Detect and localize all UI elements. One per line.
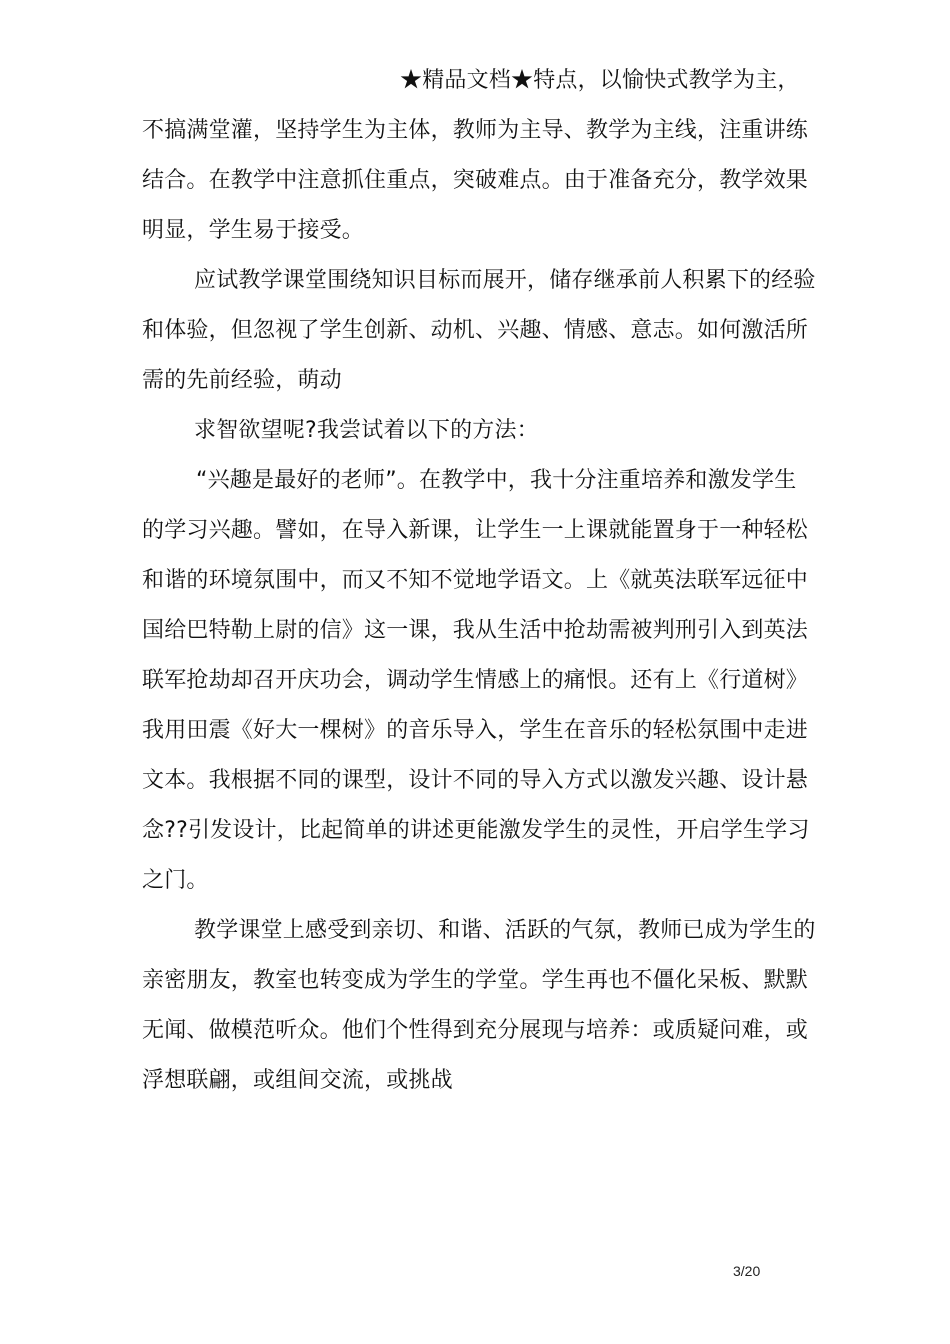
- text-line: 浮想联翩，或组间交流，或挑战: [142, 1068, 453, 1093]
- paragraph-first-line: “兴趣是最好的老师”。在教学中，我十分注重培养和激发学生: [196, 468, 797, 493]
- text-line: 联军抢劫却召开庆功会，调动学生情感上的痛恨。还有上《行道树》: [142, 668, 809, 693]
- text-line: 无闻、做模范听众。他们个性得到充分展现与培养：或质疑问难，或: [142, 1018, 809, 1043]
- text-line: 的学习兴趣。譬如，在导入新课，让学生一上课就能置身于一种轻松: [142, 518, 809, 543]
- paragraph-first-line: 求智欲望呢?我尝试着以下的方法：: [194, 418, 539, 443]
- text-line: 需的先前经验，萌动: [142, 368, 342, 393]
- paragraph-first-line: 应试教学课堂围绕知识目标而展开，储存继承前人积累下的经验: [194, 268, 816, 293]
- header-watermark: ★精品文档★: [400, 68, 534, 93]
- page-number: 3/20: [733, 1263, 761, 1279]
- text-line: 不搞满堂灌，坚持学生为主体，教师为主导、教学为主线，注重讲练: [142, 118, 809, 143]
- text-line: 念??引发设计，比起简单的讲述更能激发学生的灵性，开启学生学习: [142, 818, 810, 843]
- paragraph-first-line: 教学课堂上感受到亲切、和谐、活跃的气氛，教师已成为学生的: [194, 918, 816, 943]
- text-line: 结合。在教学中注意抓住重点，突破难点。由于准备充分，教学效果: [142, 168, 809, 193]
- text-line: 国给巴特勒上尉的信》这一课，我从生活中抢劫需被判刑引入到英法: [142, 618, 809, 643]
- text-line: 特点，以愉快式教学为主，: [533, 68, 800, 93]
- text-line: 和谐的环境氛围中，而又不知不觉地学语文。上《就英法联军远征中: [142, 568, 809, 593]
- text-line: 明显，学生易于接受。: [142, 218, 365, 243]
- text-line: 亲密朋友，教室也转变成为学生的学堂。学生再也不僵化呆板、默默: [142, 968, 809, 993]
- text-line: 和体验，但忽视了学生创新、动机、兴趣、情感、意志。如何激活所: [142, 318, 809, 343]
- text-line: 之门。: [142, 868, 209, 893]
- text-line: 文本。我根据不同的课型，设计不同的导入方式以激发兴趣、设计悬: [142, 768, 809, 793]
- first-line: [400, 66, 800, 96]
- text-line: 我用田震《好大一棵树》的音乐导入，学生在音乐的轻松氛围中走进: [142, 718, 809, 743]
